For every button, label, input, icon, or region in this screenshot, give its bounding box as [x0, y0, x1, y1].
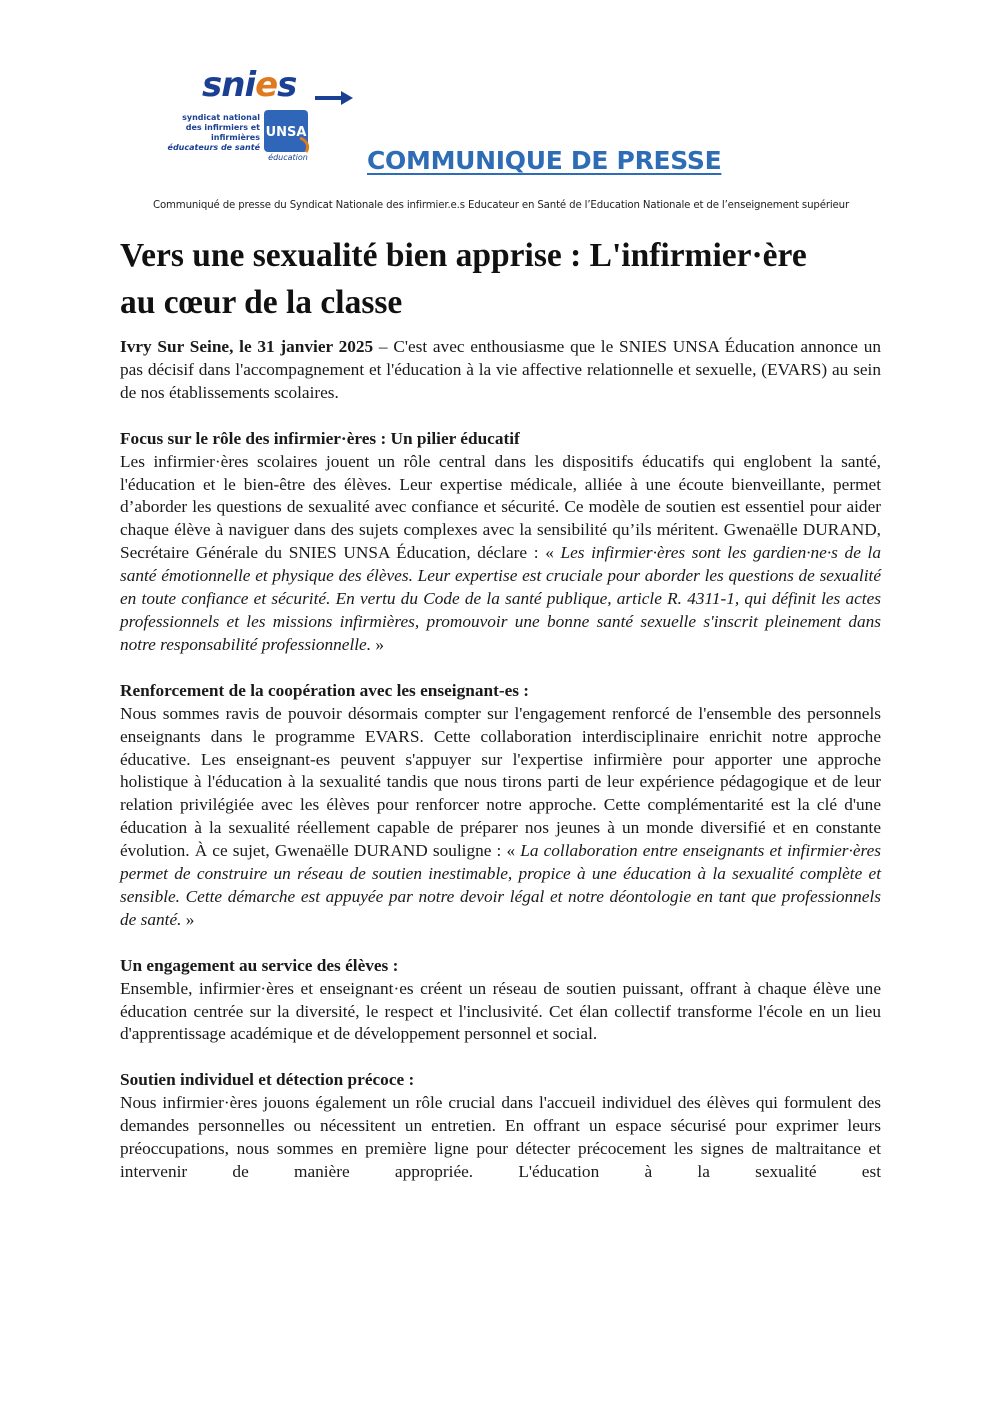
- logo-wordmark: snies: [202, 65, 297, 105]
- article-title: [120, 232, 890, 326]
- logo-tagline: syndicat national des infirmiers et infirmières éducateurs de santé: [167, 113, 260, 152]
- section-heading-role: Focus sur le rôle des infirmier·ères : Un pilier éducatif: [120, 428, 520, 448]
- section-heading-cooperation: Renforcement de la coopération avec les enseignant-es :: [120, 680, 530, 700]
- section-paragraph-role: Les infirmier·ères scolaires jouent un rôle central dans les dispositifs éducatifs qui englobent la santé, l'éducation et le bien-être des élèves. Leur expertise médicale, alliée à une écoute bienveillante, permet d’aborder les questions de sexualité avec confiance et sécurité. Ce modèle de soutien est essentiel pour aider chaque élève à naviguer dans des sujets complexes avec la sensibilité qu’ils méritent. Gwenaëlle DURAND, Secrétaire Générale du SNIES UNSA Éducation, déclare : « Les infirmier·ères sont les gardien·ne·s de la santé émotionnelle et physique des élèves. Leur expertise est cruciale pour aborder les questions de sexualité en toute confiance et sécurité. En vertu du Code de la santé publique, article R. 4311-1, qui définit les actes professionnels et les missions infirmières, promouvoir une bonne santé sexuelle s'inscrit pleinement dans notre responsabilité professionnelle. »: [120, 451, 881, 654]
- article-title-line-1: Vers une sexualité bien apprise : L'infirmier·ère: [120, 237, 807, 274]
- article-body: [120, 336, 881, 1184]
- intro-paragraph: [120, 336, 881, 405]
- unsa-logo-icon: [262, 108, 314, 162]
- article-title-line-2: au cœur de la classe: [120, 284, 403, 321]
- svg-text:UNSA: UNSA: [265, 125, 307, 140]
- section-heading-engagement: Un engagement au service des élèves :: [120, 955, 399, 975]
- intro-text: – C'est avec enthousiasme que le SNIES UNSA Éducation annonce un pas décisif dans l'accompagnement et l'éducation à la vie affective relationnelle et sexuelle, (EVARS) au sein de nos établissements scolaires.: [120, 337, 881, 402]
- press-release-title: COMMUNIQUE DE PRESSE: [367, 146, 722, 175]
- dateline: Ivry Sur Seine, le 31 janvier 2025: [120, 337, 374, 356]
- section-heading-support: Soutien individuel et détection précoce :: [120, 1070, 415, 1090]
- svg-text:éducation: éducation: [268, 153, 308, 162]
- section-paragraph-engagement: Ensemble, infirmier·ères et enseignant·es créent un réseau de soutien puissant, offrant à chaque élève une éducation centrée sur la diversité, le respect et l'inclusivité. Cet élan collectif transforme l'école en un lieu d'apprentissage académique et de développement personnel et social.: [120, 978, 881, 1044]
- quote-durand-2: La collaboration entre enseignants et infirmier·ères permet de construire un réseau de soutien inestimable, propice à une éducation à la sexualité complète et sensible. Cette démarche est appuyée par notre devoir légal et notre déontologie en tant que professionnels de santé.: [120, 841, 881, 929]
- snies-logo: [150, 65, 360, 168]
- arrow-icon: [315, 88, 355, 108]
- press-release-subtitle: Communiqué de presse du Syndicat Nationale des infirmier.e.s Educateur en Santé de l’Education Nationale et de l’enseignement supérieur: [152, 200, 850, 211]
- section-paragraph-support: Nous infirmier·ères jouons également un rôle crucial dans l'accueil individuel des élèves qui formulent des demandes personnelles ou nécessitent un entretien. En offrant un espace sécurisé pour exprimer leurs préoccupations, nous sommes en première ligne pour détecter précocement les signes de maltraitance et intervenir de manière appropriée. L'éducation à la sexualité est: [120, 1093, 881, 1181]
- section-paragraph-cooperation: Nous sommes ravis de pouvoir désormais compter sur l'engagement renforcé de l'ensemble des personnels enseignants dans le programme EVARS. Cette collaboration interdisciplinaire enrichit notre approche éducative. Les enseignant-es peuvent s'appuyer sur l'expertise infirmière pour apporter une approche holistique à l'éducation à la sexualité tandis que nous tirons parti de leur expérience pédagogique et de leur relation privilégiée avec les élèves pour renforcer notre approche. Cette complémentarité est la clé d'une éducation à la sexualité réellement capable de préparer nos jeunes à un monde diversifié et en constante évolution. À ce sujet, Gwenaëlle DURAND souligne : « La collaboration entre enseignants et infirmier·ères permet de construire un réseau de soutien inestimable, propice à une éducation à la sexualité complète et sensible. Cette démarche est appuyée par notre devoir légal et notre déontologie en tant que professionnels de santé. »: [120, 703, 881, 929]
- quote-durand-1: Les infirmier·ères sont les gardien·ne·s de la santé émotionnelle et physique des élèves. Leur expertise est cruciale pour aborder les questions de sexualité en toute confiance et sécurité. En vertu du Code de la santé publique, article R. 4311-1, qui définit les actes professionnels et les missions infirmières, promouvoir une bonne santé sexuelle s'inscrit pleinement dans notre responsabilité professionnelle.: [120, 543, 881, 654]
